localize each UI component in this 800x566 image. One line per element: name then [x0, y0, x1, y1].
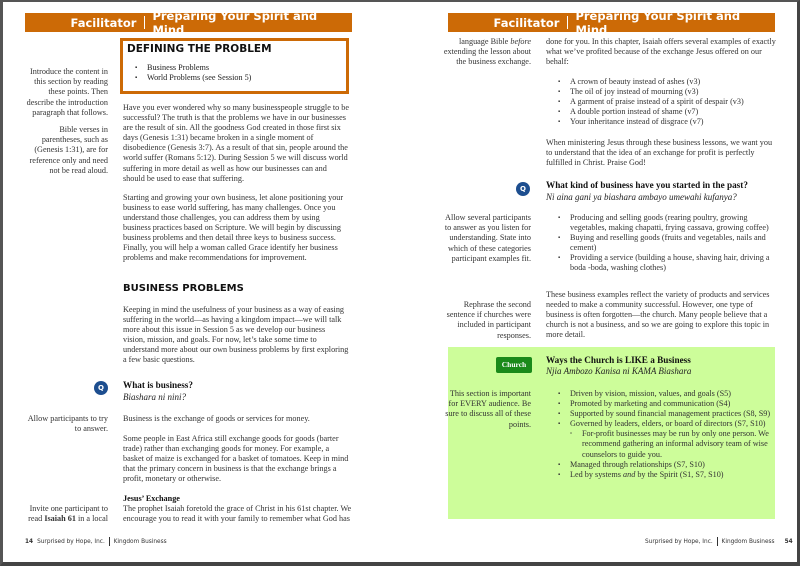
header-role: Facilitator [493, 15, 560, 30]
question-title: What kind of business have you started in the past? [546, 180, 748, 190]
margin-note-allow-several: Allow several participants to answer as you listen for understanding. State into which of these categories participant examples fit. [444, 213, 531, 263]
question-subtitle: Ni aina gani ya biashara ambayo umewahi kufanya? [546, 192, 737, 202]
section-paragraph: Keeping in mind the usefulness of your business as a way of easing suffering in the world—as having a kingdom impact—we will talk more about this issue in Session 5 as we develop our business vision, mission, and goals. For now, let’s take some time to understand more about our own business problems by first exploring a few basic questions. [123, 305, 349, 365]
header-divider [144, 16, 145, 29]
examples-paragraph: These business examples reflect the variety of products and services needed to make a community successful. However, one type of business is often forgotten—the church. Many people believe that a church is not a business, and so we are going to explore this topic in more detail. [546, 290, 770, 340]
list-item: ▪ Business Problems [135, 63, 346, 73]
list-item: ▪ Your inheritance instead of disgrace (v7) [558, 117, 776, 127]
header-title: Preparing Your Spirit and Mind [152, 8, 318, 37]
list-item: ▪ Governed by leaders, elders, or board of directors (S7, S10) [558, 419, 776, 429]
page-header [25, 8, 352, 37]
margin-note-rephrase: Rephrase the second sentence if churches were included in participant responses. [446, 300, 531, 340]
exchange-text: The prophet Isaiah foretold the grace of Christ in his 61st chapter. We encourage you to read it with your family to remember what God has [123, 504, 352, 524]
paragraph: Have you ever wondered why so many businesspeople struggle to be successful? The truth is that the problems we have in our businesses are the result of sin. All the goodness God created in those first six days (Genesis 1:31) became broken in a single moment of disobedience (Genesis 3:7). As a result of that sin, people around the world suffer (Romans 5:12). During Session 5 we will discuss world suffering in more detail as well as how our businesses can and should be used to ease that suffering. [123, 103, 350, 183]
note-bold-reference: Isaiah 61 [44, 514, 76, 524]
business-types-list [546, 213, 776, 274]
item-text: Led by systems [570, 469, 623, 479]
intro-paragraphs [123, 103, 349, 272]
page-header [448, 8, 775, 37]
header-divider [567, 16, 568, 29]
list-item: ▪ Providing a service (building a house, shaving hair, driving a boda -boda, washing clothes) [558, 253, 776, 273]
footer-publisher: Surprised by Hope, Inc. [645, 538, 713, 545]
exchange-list-wrap [546, 77, 776, 127]
list-item: ▪ The oil of joy instead of mourning (v3) [558, 87, 776, 97]
right-page [400, 0, 800, 566]
ministering-paragraph: When ministering Jesus through these business lessons, we want you to understand that the idea of an exchange for profit is perfectly fulfilled in Christ. Praise God! [546, 138, 773, 168]
margin-note-bible: Bible verses in parentheses, such as (Genesis 1:31), are for reference only and need not be read aloud. [29, 125, 108, 175]
question-icon: Q [94, 381, 108, 395]
exchange-heading: Jesus’ Exchange [123, 494, 180, 503]
margin-note-allow: Allow participants to try to answer. [27, 414, 108, 434]
item-text: by the Spirit (S1, S7, S10) [635, 469, 724, 479]
footer-book: Kingdom Business [721, 538, 775, 545]
margin-note-language [440, 37, 531, 68]
margin-note-invite [22, 504, 108, 524]
list-item: ▪ Driven by vision, mission, values, and goals (S5) [558, 389, 776, 399]
list-item: ▪ Supported by sound financial management practices (S8, S9) [558, 409, 776, 419]
list-item: ▪ A double portion instead of shame (v7) [558, 107, 776, 117]
defining-problem-box [120, 38, 349, 94]
footer-divider [717, 537, 718, 546]
list-item: ▪ Promoted by marketing and communication (S4) [558, 399, 776, 409]
paragraph: Starting and growing your own business, let alone positioning your business to ease world suffering, has many challenges. Once you understand those challenges, you can address them by using business practices based on Scripture. We will begin by discussing business problems and then detail three keys to business success. Finally, you will help a woman called Grace identify her business problems and make recommendations for improvement. [123, 192, 344, 263]
note-text: Invite one participant to read [28, 504, 108, 524]
church-box-title: Ways the Church is LIKE a Business [546, 355, 691, 365]
footer-publisher: Surprised by Hope, Inc. [37, 538, 105, 545]
church-box-subtitle: Njia Ambozo Kanisa ni KAMA Biashara [546, 366, 692, 376]
list-item: ▪ A crown of beauty instead of ashes (v3) [558, 77, 776, 87]
list-item: ▪ World Problems (see Session 5) [135, 73, 346, 83]
header-title: Preparing Your Spirit and Mind [575, 8, 741, 37]
answer-text: Business is the exchange of goods or services for money. [123, 414, 310, 423]
question-subtitle: Biashara ni nini? [123, 392, 187, 402]
note-text: language Bible [458, 37, 511, 46]
footer-divider [109, 537, 110, 546]
church-list-continued [546, 460, 776, 480]
answer-paragraph: Some people in East Africa still exchange goods for goods (barter trade) rather than exchanging goods for money. For example, a basket of maize is exchanged for a basket of tomatoes. Keep in mind that the primary concern in business is that the exchange brings a profit, monetary or otherwise. [123, 434, 349, 484]
exchange-list [546, 77, 776, 127]
church-tag: Church [496, 357, 532, 373]
margin-note-intro: Introduce the content in this section by reading these points. Then describe the introduction paragraph that follows. [26, 67, 108, 117]
item-emphasis: and [623, 469, 636, 479]
church-sub-list [546, 429, 776, 459]
page-footer [645, 537, 793, 546]
list-item: ▪ A garment of praise instead of a spirit of despair (v3) [558, 97, 776, 107]
note-text: in a local [75, 514, 108, 524]
note-text: extending the lesson about the business exchange. [443, 47, 531, 67]
sub-list-item: ▫ For-profit businesses may be run by only one person. We recommend gathering an informal advisory team of wise counselors to guide you. [570, 429, 776, 459]
list-item: ▪ Producing and selling goods (rearing poultry, growing vegetables, making chapatti, frying cassava, growing coffee) [558, 213, 776, 233]
header-role: Facilitator [70, 15, 137, 30]
list-item: ▪ Buying and reselling goods (fruits and vegetables, nails and cement) [558, 233, 776, 253]
exchange-intro: done for you. In this chapter, Isaiah offers several examples of exactly what we’ve profited because of the exchange Jesus offered on our behalf: [546, 37, 776, 67]
defining-box-list [123, 63, 346, 83]
defining-box-title: DEFINING THE PROBLEM [127, 43, 272, 55]
list-item: ▪ Managed through relationships (S7, S10) [558, 460, 776, 470]
section-heading: BUSINESS PROBLEMS [123, 283, 244, 294]
business-list-wrap [546, 213, 776, 274]
footer-book: Kingdom Business [113, 538, 167, 545]
question-title: What is business? [123, 380, 193, 390]
page-number: 54 [784, 538, 793, 545]
margin-note-important: This section is important for EVERY audience. Be sure to discuss all of these points. [445, 389, 531, 429]
question-icon: Q [516, 182, 530, 196]
church-list [546, 389, 776, 429]
list-item [558, 470, 776, 480]
page-number: 14 [25, 538, 34, 545]
page-footer [25, 537, 167, 546]
church-list-wrap [546, 389, 776, 480]
note-emphasis: before [510, 37, 531, 46]
